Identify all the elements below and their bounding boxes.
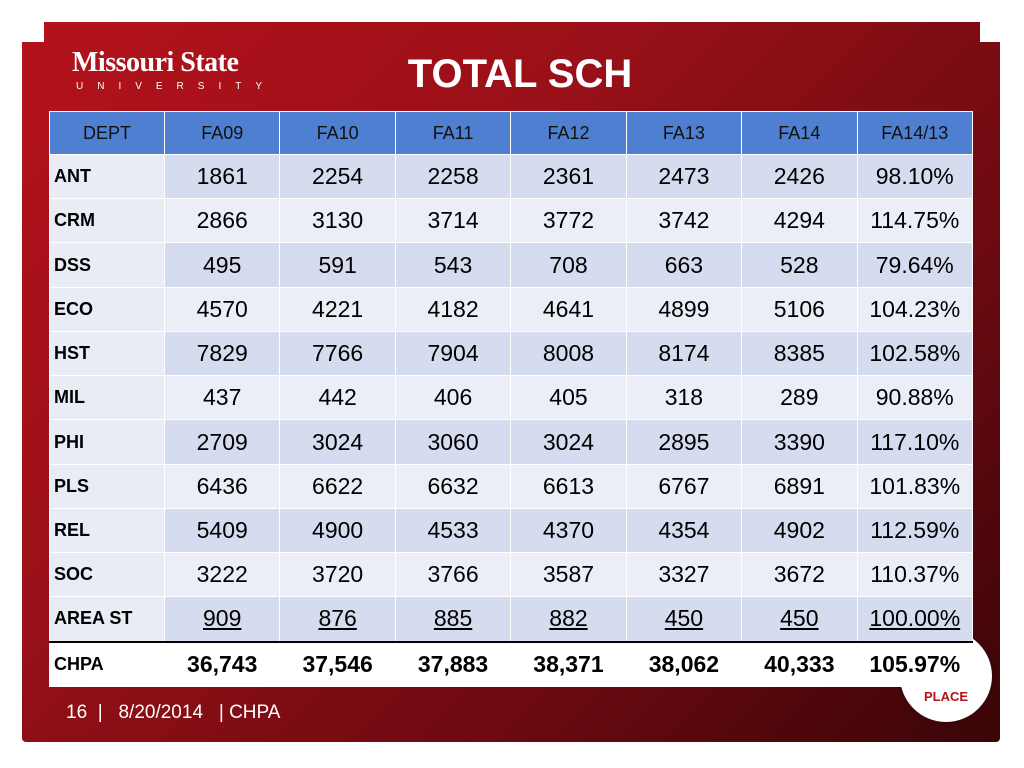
value-cell: 90.88% bbox=[857, 376, 972, 420]
value-cell: 318 bbox=[626, 376, 741, 420]
value-cell: 114.75% bbox=[857, 199, 972, 243]
dept-cell: MIL bbox=[50, 376, 165, 420]
value-cell: 3672 bbox=[742, 553, 857, 597]
value-cell: 3222 bbox=[165, 553, 280, 597]
column-header: FA09 bbox=[165, 112, 280, 155]
table-row bbox=[50, 553, 973, 597]
value-cell: 117.10% bbox=[857, 420, 972, 464]
value-cell: 79.64% bbox=[857, 243, 972, 287]
value-cell: 4570 bbox=[165, 287, 280, 331]
value-cell: 6436 bbox=[165, 464, 280, 508]
value-cell: 7904 bbox=[395, 331, 510, 375]
table-row bbox=[50, 155, 973, 199]
footer-college: CHPA bbox=[229, 702, 281, 723]
value-cell: 3024 bbox=[511, 420, 626, 464]
value-cell: 2258 bbox=[395, 155, 510, 199]
value-cell: 450 bbox=[742, 597, 857, 642]
value-cell: 495 bbox=[165, 243, 280, 287]
value-cell: 3060 bbox=[395, 420, 510, 464]
column-header: FA10 bbox=[280, 112, 395, 155]
logo-subtitle: UNIVERSITY bbox=[76, 81, 277, 92]
value-cell: 8008 bbox=[511, 331, 626, 375]
dept-cell: HST bbox=[50, 331, 165, 375]
value-cell: 3587 bbox=[511, 553, 626, 597]
dept-cell: AREA ST bbox=[50, 597, 165, 642]
table-row bbox=[50, 508, 973, 552]
value-cell: 4641 bbox=[511, 287, 626, 331]
slide-corner-right bbox=[980, 22, 1006, 42]
value-cell: 8174 bbox=[626, 331, 741, 375]
value-cell: 4354 bbox=[626, 508, 741, 552]
dept-cell: CHPA bbox=[50, 642, 165, 687]
value-cell: 3772 bbox=[511, 199, 626, 243]
footer-separator: | bbox=[97, 702, 103, 723]
value-cell: 36,743 bbox=[165, 642, 280, 687]
value-cell: 528 bbox=[742, 243, 857, 287]
table-header-row bbox=[50, 112, 973, 155]
value-cell: 98.10% bbox=[857, 155, 972, 199]
value-cell: 101.83% bbox=[857, 464, 972, 508]
value-cell: 4533 bbox=[395, 508, 510, 552]
dept-cell: CRM bbox=[50, 199, 165, 243]
dept-cell: PLS bbox=[50, 464, 165, 508]
value-cell: 2254 bbox=[280, 155, 395, 199]
table-row bbox=[50, 376, 973, 420]
column-header: DEPT bbox=[50, 112, 165, 155]
slide-corner-left bbox=[22, 22, 44, 42]
value-cell: 40,333 bbox=[742, 642, 857, 687]
value-cell: 882 bbox=[511, 597, 626, 642]
dept-cell: ECO bbox=[50, 287, 165, 331]
value-cell: 100.00% bbox=[857, 597, 972, 642]
value-cell: 2473 bbox=[626, 155, 741, 199]
table-row bbox=[50, 331, 973, 375]
value-cell: 289 bbox=[742, 376, 857, 420]
sch-table bbox=[49, 111, 973, 687]
value-cell: 437 bbox=[165, 376, 280, 420]
value-cell: 6613 bbox=[511, 464, 626, 508]
value-cell: 4902 bbox=[742, 508, 857, 552]
value-cell: 6767 bbox=[626, 464, 741, 508]
value-cell: 6622 bbox=[280, 464, 395, 508]
dept-cell: DSS bbox=[50, 243, 165, 287]
value-cell: 543 bbox=[395, 243, 510, 287]
value-cell: 2866 bbox=[165, 199, 280, 243]
value-cell: 876 bbox=[280, 597, 395, 642]
value-cell: 2709 bbox=[165, 420, 280, 464]
value-cell: 3390 bbox=[742, 420, 857, 464]
table-row bbox=[50, 642, 973, 687]
table-row bbox=[50, 420, 973, 464]
university-logo bbox=[72, 47, 277, 96]
value-cell: 5106 bbox=[742, 287, 857, 331]
value-cell: 3714 bbox=[395, 199, 510, 243]
dept-cell: PHI bbox=[50, 420, 165, 464]
column-header: FA13 bbox=[626, 112, 741, 155]
table-row bbox=[50, 199, 973, 243]
table-row bbox=[50, 464, 973, 508]
page-title: TOTAL SCH bbox=[407, 52, 633, 96]
value-cell: 5409 bbox=[165, 508, 280, 552]
value-cell: 663 bbox=[626, 243, 741, 287]
value-cell: 4294 bbox=[742, 199, 857, 243]
table-row bbox=[50, 287, 973, 331]
value-cell: 885 bbox=[395, 597, 510, 642]
value-cell: 2426 bbox=[742, 155, 857, 199]
column-header: FA14/13 bbox=[857, 112, 972, 155]
value-cell: 3766 bbox=[395, 553, 510, 597]
value-cell: 406 bbox=[395, 376, 510, 420]
column-header: FA12 bbox=[511, 112, 626, 155]
value-cell: 37,546 bbox=[280, 642, 395, 687]
value-cell: 37,883 bbox=[395, 642, 510, 687]
value-cell: 110.37% bbox=[857, 553, 972, 597]
column-header: FA11 bbox=[395, 112, 510, 155]
value-cell: 405 bbox=[511, 376, 626, 420]
value-cell: 3327 bbox=[626, 553, 741, 597]
footer bbox=[66, 702, 280, 724]
value-cell: 442 bbox=[280, 376, 395, 420]
dept-cell: REL bbox=[50, 508, 165, 552]
value-cell: 38,371 bbox=[511, 642, 626, 687]
value-cell: 6632 bbox=[395, 464, 510, 508]
dept-cell: ANT bbox=[50, 155, 165, 199]
value-cell: 450 bbox=[626, 597, 741, 642]
footer-date: 8/20/2014 bbox=[118, 702, 204, 723]
value-cell: 708 bbox=[511, 243, 626, 287]
value-cell: 591 bbox=[280, 243, 395, 287]
table-row bbox=[50, 243, 973, 287]
logo-name: Missouri State bbox=[72, 47, 239, 78]
value-cell: 4221 bbox=[280, 287, 395, 331]
badge-label: PLACE bbox=[923, 689, 969, 704]
value-cell: 4900 bbox=[280, 508, 395, 552]
value-cell: 2361 bbox=[511, 155, 626, 199]
value-cell: 4899 bbox=[626, 287, 741, 331]
footer-separator: | bbox=[218, 702, 224, 723]
value-cell: 38,062 bbox=[626, 642, 741, 687]
value-cell: 105.97% bbox=[857, 642, 972, 687]
table-row bbox=[50, 597, 973, 642]
value-cell: 3024 bbox=[280, 420, 395, 464]
value-cell: 4370 bbox=[511, 508, 626, 552]
value-cell: 112.59% bbox=[857, 508, 972, 552]
value-cell: 909 bbox=[165, 597, 280, 642]
value-cell: 8385 bbox=[742, 331, 857, 375]
value-cell: 7766 bbox=[280, 331, 395, 375]
value-cell: 3720 bbox=[280, 553, 395, 597]
dept-cell: SOC bbox=[50, 553, 165, 597]
value-cell: 104.23% bbox=[857, 287, 972, 331]
value-cell: 3130 bbox=[280, 199, 395, 243]
value-cell: 6891 bbox=[742, 464, 857, 508]
value-cell: 7829 bbox=[165, 331, 280, 375]
value-cell: 2895 bbox=[626, 420, 741, 464]
value-cell: 1861 bbox=[165, 155, 280, 199]
column-header: FA14 bbox=[742, 112, 857, 155]
page-number: 16 bbox=[66, 702, 88, 723]
value-cell: 3742 bbox=[626, 199, 741, 243]
value-cell: 102.58% bbox=[857, 331, 972, 375]
value-cell: 4182 bbox=[395, 287, 510, 331]
